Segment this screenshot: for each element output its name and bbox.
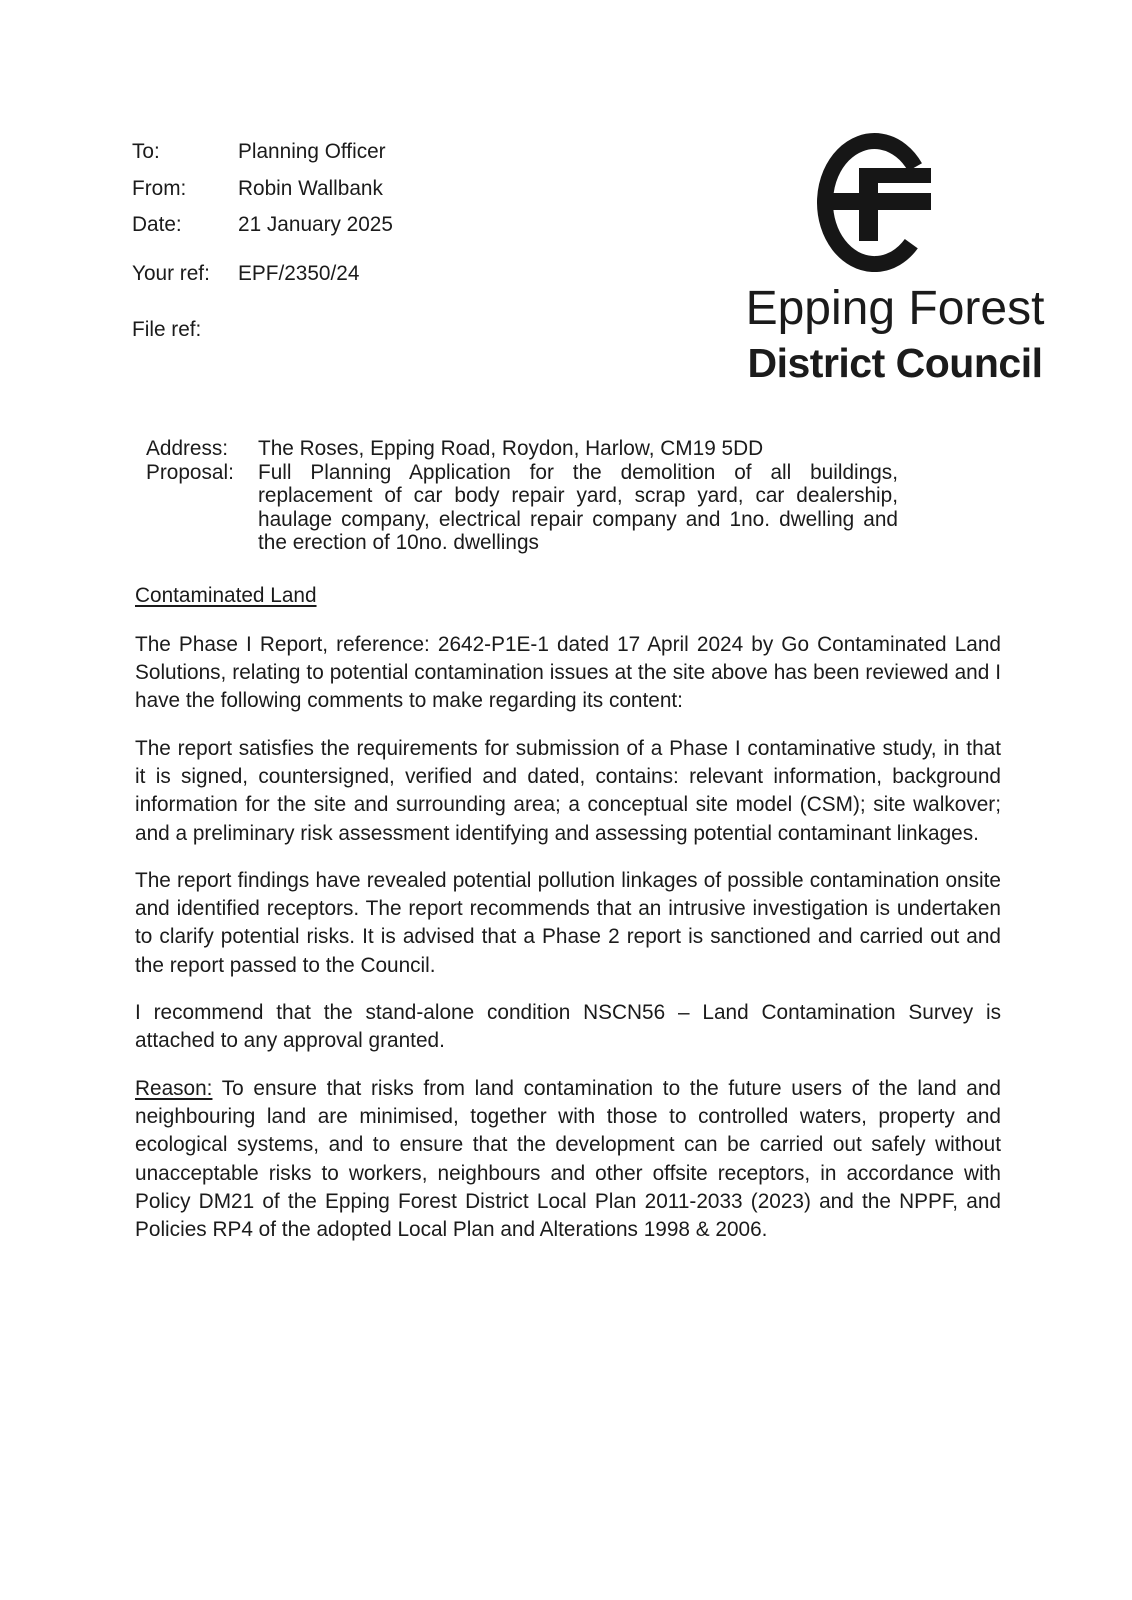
council-logo bbox=[740, 133, 1050, 384]
section-heading: Contaminated Land bbox=[135, 583, 317, 607]
site-details-block bbox=[146, 437, 1001, 555]
meta-label: File ref: bbox=[132, 318, 202, 341]
meta-value: EPF/2350/24 bbox=[238, 262, 360, 285]
meta-label: From: bbox=[132, 177, 187, 200]
meta-label: Your ref: bbox=[132, 262, 210, 285]
paragraph-report-reviewed: The Phase I Report, reference: 2642-P1E-1 dated 17 April 2024 by Go Contaminated Land Solutions, relating to potential contamination issues at the site above has been reviewed and I have the following comments to make regarding its content: bbox=[135, 632, 1001, 713]
meta-value: Robin Wallbank bbox=[238, 177, 383, 200]
meta-value: Planning Officer bbox=[238, 140, 386, 163]
epping-forest-monogram-icon bbox=[817, 133, 932, 272]
letter-body bbox=[135, 437, 1001, 1263]
meta-row-date bbox=[132, 214, 393, 236]
reason-label: Reason: bbox=[135, 1076, 213, 1100]
logo-name-line2: District Council bbox=[747, 340, 1043, 386]
paragraph-report-findings: The report findings have revealed potential pollution linkages of possible contamination onsite and identified receptors. The report recommends that an intrusive investigation is undertaken to clarify potential risks. It is advised that a Phase 2 report is sanctioned and carried out and the report passed to the Council. bbox=[135, 868, 1001, 977]
meta-row-to bbox=[132, 141, 393, 163]
section-heading-row bbox=[135, 582, 1001, 610]
meta-row-from bbox=[132, 178, 393, 200]
meta-label: To: bbox=[132, 140, 160, 163]
paragraph-recommendation: I recommend that the stand-alone condition NSCN56 – Land Contamination Survey is attached to any approval granted. bbox=[135, 1001, 1001, 1053]
paragraph-report-satisfies: The report satisfies the requirements for submission of a Phase I contaminative study, in that it is signed, countersigned, verified and dated, contains: relevant information, background information for the site and surrounding area; a conceptual site model (CSM); site walkover; and a preliminary risk assessment identifying and assessing potential contaminant linkages. bbox=[135, 736, 1001, 845]
meta-row-your-ref bbox=[132, 263, 393, 285]
paragraph-reason bbox=[135, 1075, 1001, 1245]
meta-value: 21 January 2025 bbox=[238, 213, 393, 236]
address-label: Address: bbox=[146, 437, 229, 460]
letter-meta-block bbox=[132, 141, 393, 341]
proposal-label: Proposal: bbox=[146, 460, 234, 484]
proposal-value: Full Planning Application for the demolition of all buildings, replacement of car body repair yard, scrap yard, car dealership, haulage company, electrical repair company and 1no. dwelling and the erection of 10no. dwellings bbox=[258, 460, 898, 554]
meta-row-file-ref bbox=[132, 319, 393, 341]
reason-text: To ensure that risks from land contamination to the future users of the land and neighbouring land are minimised, together with those to controlled waters, property and ecological systems, and to ensure that the development can be carried out safely without unacceptable risks to workers, neighbours and other offsite receptors, in accordance with Policy DM21 of the Epping Forest District Local Plan 2011-2033 (2023) and the NPPF, and Policies RP4 of the adopted Local Plan and Alterations 1998 & 2006. bbox=[135, 1076, 1001, 1242]
meta-label: Date: bbox=[132, 213, 182, 236]
logo-name-line1: Epping Forest bbox=[745, 282, 1045, 335]
address-value: The Roses, Epping Road, Roydon, Harlow, CM19 5DD bbox=[258, 437, 764, 460]
